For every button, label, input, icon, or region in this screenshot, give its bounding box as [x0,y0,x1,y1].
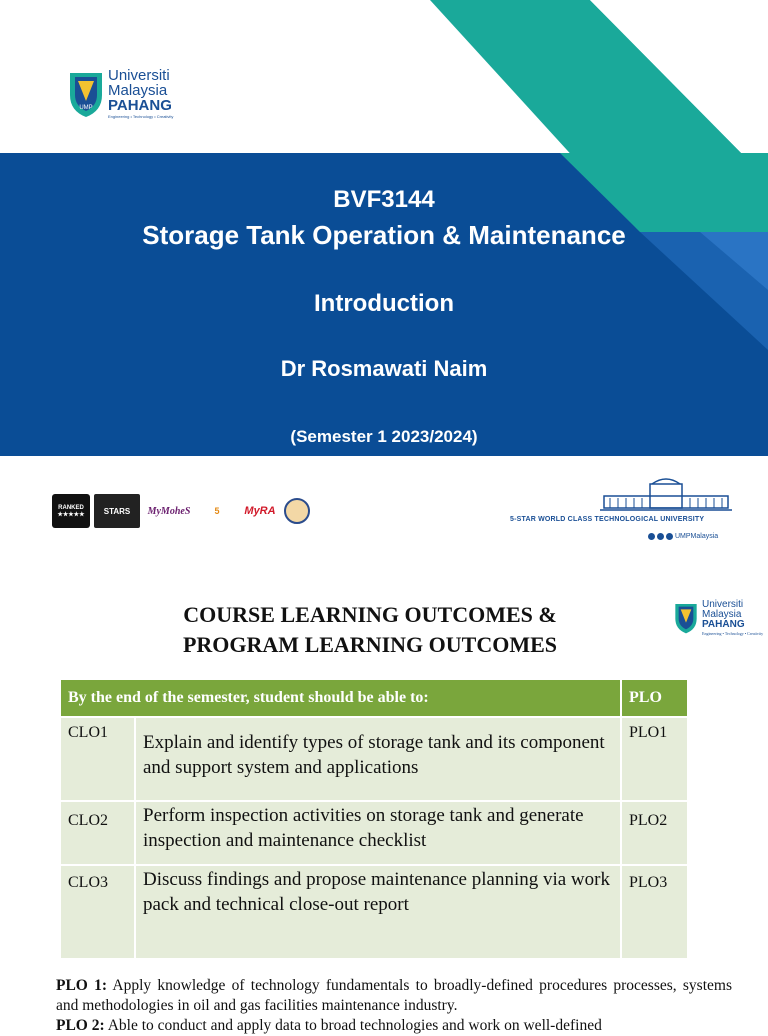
social-links [648,533,718,540]
slide-title-line-2: PROGRAM LEARNING OUTCOMES [182,632,557,657]
logo-line-2: Malaysia [702,609,742,620]
table-header-row [60,679,688,717]
clo-description: Discuss findings and propose maintenance planning via work pack and technical close-out report [135,865,621,959]
logo-line-1: Universiti [702,599,744,610]
facebook-icon [648,533,655,540]
slide-title [120,600,620,660]
slide-title-line-1: COURSE LEARNING OUTCOMES & [183,602,557,627]
clo-code: CLO1 [60,717,135,801]
table-row [60,717,688,801]
five-star-badge: 5 [214,506,220,516]
logo-line-2: Malaysia [108,82,168,99]
table-row [60,865,688,959]
header-statement: By the end of the semester, student should be able to: [60,679,621,717]
plo-code: PLO3 [621,865,688,959]
logo-line-3: PAHANG [108,97,172,114]
logo-tagline: Engineering • Technology • Creativity [108,114,174,119]
topic-title: Introduction [314,290,454,317]
clo-plo-table [59,678,689,960]
ranking-badges [52,494,310,528]
university-tagline: 5-STAR WORLD CLASS TECHNOLOGICAL UNIVERSITY [510,516,705,523]
campus-building-icon [600,476,732,514]
clo-code: CLO3 [60,865,135,959]
plo-note-label: PLO 1: [56,977,108,994]
social-handle: UMPMalaysia [675,533,719,540]
header-plo: PLO [621,679,688,717]
plo-descriptions [56,976,732,1036]
plo-code: PLO1 [621,717,688,801]
logo-line-1: Universiti [108,67,170,84]
outcomes-slide [0,560,768,1034]
seal-icon [284,498,310,524]
plo-note [56,1016,732,1036]
stars-badge: STARS [94,494,140,528]
myra-badge: MyRA [244,505,276,517]
clo-code: CLO2 [60,801,135,865]
logo-tagline: Engineering • Technology • Creativity [702,631,764,636]
mymohes-badge: MyMoheS [147,505,191,517]
plo-note-text: Able to conduct and apply data to broad technologies and work on well-defined [107,1017,602,1034]
plo-code: PLO2 [621,801,688,865]
course-title: Storage Tank Operation & Maintenance [142,220,626,250]
table-row [60,801,688,865]
course-code: BVF3144 [333,186,435,213]
twitter-icon [666,533,673,540]
plo-note-text: Apply knowledge of technology fundamentals to broadly-defined procedures processes, systems and methodologies in oil and gas facilities maintenance industry. [56,977,732,1014]
clo-description: Explain and identify types of storage tank and its component and support system and applications [135,717,621,801]
university-logo [68,68,173,119]
ump-shield-icon [674,601,698,635]
svg-text:UMP: UMP [79,104,93,111]
plo-note [56,976,732,1016]
ranked-badge: RANKED ★★★★★ [52,494,90,528]
lecturer-name: Dr Rosmawati Naim [280,356,488,381]
instagram-icon [657,533,664,540]
ump-shield-icon [68,69,104,119]
logo-line-3: PAHANG [702,619,745,630]
university-logo-small [674,600,763,636]
semester-label: (Semester 1 2023/2024) [290,427,478,446]
plo-note-label: PLO 2: [56,1017,105,1034]
clo-description: Perform inspection activities on storage tank and generate inspection and maintenance checklist [135,801,621,865]
